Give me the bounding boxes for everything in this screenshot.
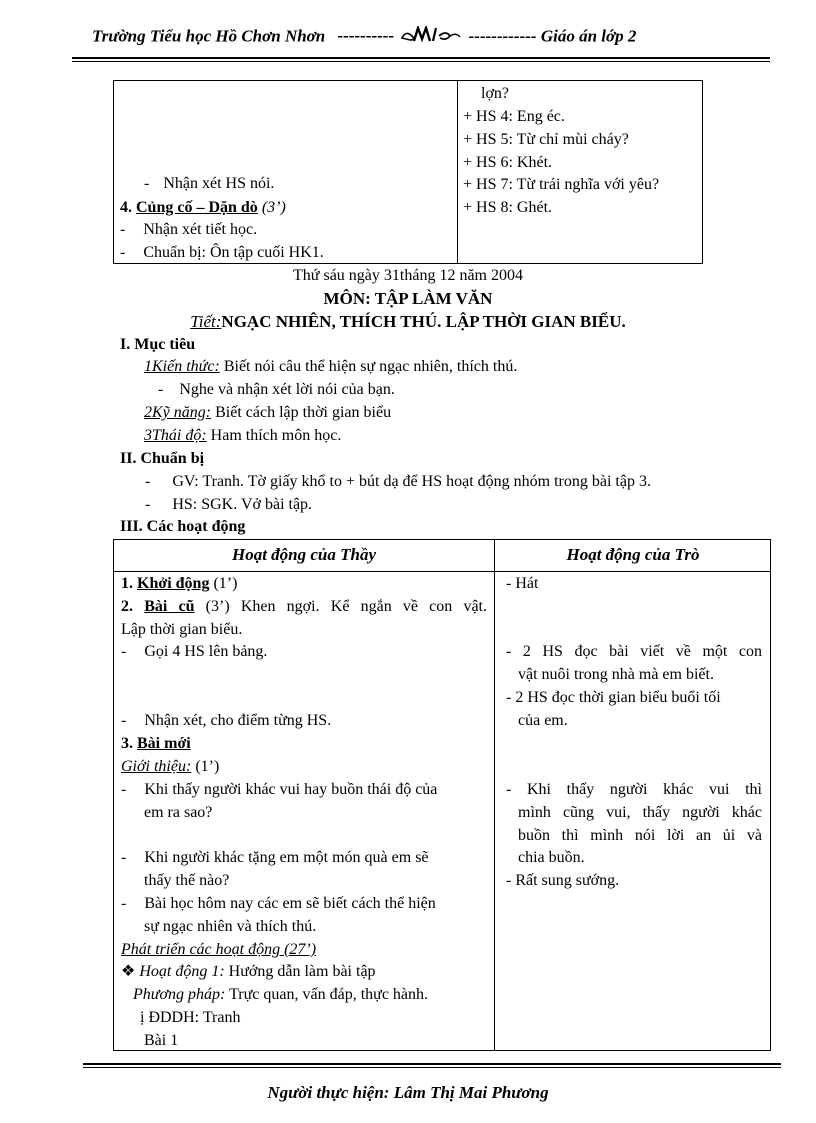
teacher-exercise: Bài 1 — [144, 1032, 179, 1049]
activities-table — [113, 539, 771, 1051]
table-divider — [457, 81, 458, 263]
school-name: Trường Tiểu học Hồ Chơn Nhơn — [92, 26, 326, 46]
prep-gv-line: - GV: Tranh. Tờ giấy khổ to + bút dạ để HS hoạt động nhóm trong bài tập 3. — [145, 473, 651, 490]
lesson-label: Tiết: — [190, 312, 222, 331]
teacher-develop: Phát triển các hoạt động (27’) — [121, 941, 317, 958]
skill-line: 2Kỹ năng: Biết cách lập thời gian biểu — [144, 404, 392, 421]
subject-grade: Giáo án lớp 2 — [540, 26, 637, 46]
attitude-line: 3Thái độ: Ham thích môn học. — [144, 427, 342, 444]
left-line-3: - Nhận xét tiết học. — [120, 221, 258, 238]
left-line-1: - Nhận xét HS nói. — [144, 175, 275, 192]
right-line-6: + HS 8: Ghét. — [463, 199, 553, 216]
teacher-q1: - Khi thấy người khác vui hay buồn thái độ của — [121, 781, 438, 798]
right-line-5: + HS 7: Từ trái nghĩa với yêu? — [463, 176, 660, 193]
teacher-tools: ị ĐDDH: Tranh — [140, 1009, 241, 1026]
student-s1-b: vật nuôi trong nhà mà em biết. — [518, 666, 714, 683]
continuation-table — [113, 80, 703, 264]
teacher-warmup: 1. Khởi động (1’) — [121, 575, 238, 592]
student-s3-b: mình cũng vui, thấy người khác — [518, 804, 762, 821]
header-divider — [114, 571, 770, 572]
footer-rule-thin — [83, 1067, 781, 1068]
teacher-method: Phương pháp: Trực quan, vấn đáp, thực hành. — [133, 986, 429, 1003]
right-line-4: + HS 6: Khét. — [463, 154, 553, 171]
teacher-q3: - Bài học hôm nay các em sẽ biết cách thể hiện — [121, 895, 436, 912]
page-header — [92, 26, 782, 52]
right-line-1: lợn? — [481, 85, 510, 102]
diamond-bullet-icon: ❖ — [121, 963, 136, 980]
header-rule — [72, 57, 770, 59]
teacher-q2: - Khi người khác tặng em một món quà em sẽ — [121, 849, 429, 866]
teacher-new-lesson: 3. Bài mới — [121, 735, 191, 752]
teacher-grade: - Nhận xét, cho điểm từng HS. — [121, 712, 332, 729]
student-s1: - 2 HS đọc bài viết về một con — [506, 643, 762, 660]
teacher-q1-b: em ra sao? — [144, 804, 213, 821]
prep-title: II. Chuẩn bị — [120, 450, 205, 467]
objectives-title: I. Mục tiêu — [120, 336, 196, 353]
right-line-3: + HS 5: Từ chỉ mùi cháy? — [463, 131, 629, 148]
student-sing: - Hát — [506, 575, 539, 592]
lesson-title — [0, 311, 816, 333]
right-line-2: + HS 4: Eng éc. — [463, 108, 565, 125]
knowledge-sub-line: - Nghe và nhận xét lời nói của bạn. — [158, 381, 395, 398]
student-column-header: Hoạt động của Trò — [566, 545, 700, 564]
left-line-2: 4. Củng cố – Dặn dò (3’) — [120, 199, 286, 216]
teacher-intro: Giới thiệu: (1’) — [121, 758, 220, 775]
header-dashes-right: ------------ — [468, 26, 537, 46]
date-line: Thứ sáu ngày 31tháng 12 năm 2004 — [293, 267, 523, 284]
footer-rule — [83, 1063, 781, 1065]
student-s4: - Rất sung sướng. — [506, 872, 620, 889]
header-dashes-left: ---------- — [337, 26, 395, 46]
column-divider — [494, 540, 495, 1050]
student-s2: - 2 HS đọc thời gian biểu buổi tối — [506, 689, 721, 706]
subject-line: MÔN: TẬP LÀM VĂN — [323, 289, 493, 308]
teacher-review: 2. Bài cũ (3’) Khen ngợi. Kể ngắn về con vật. — [121, 598, 488, 615]
prep-hs-line: - HS: SGK. Vở bài tập. — [145, 496, 313, 513]
page-footer: Người thực hiện: Lâm Thị Mai Phương — [267, 1083, 549, 1102]
decorative-logo-icon — [400, 26, 462, 49]
student-s3: - Khi thấy người khác vui thì — [506, 781, 762, 798]
header-rule-thin — [72, 61, 770, 62]
student-s2-b: của em. — [518, 712, 568, 729]
teacher-call: - Gọi 4 HS lên bảng. — [121, 643, 268, 660]
teacher-review-2: Lập thời gian biểu. — [121, 621, 243, 638]
teacher-q2-b: thấy thế nào? — [144, 872, 230, 889]
lesson-name: NGẠC NHIÊN, THÍCH THÚ. LẬP THỜI GIAN BIỂU. — [221, 312, 626, 331]
left-line-4: - Chuẩn bị: Ôn tập cuối HK1. — [120, 244, 324, 261]
teacher-activity-1: ❖ Hoạt động 1: Hướng dẫn làm bài tập — [121, 963, 376, 980]
student-s3-d: chia buồn. — [518, 849, 585, 866]
knowledge-line: 1Kiến thức: Biết nói câu thể hiện sự ngạc nhiên, thích thú. — [144, 358, 518, 375]
teacher-column-header: Hoạt động của Thầy — [231, 545, 377, 564]
activities-title: III. Các hoạt động — [120, 518, 246, 535]
student-s3-c: buồn thì mình nói lời an ủi và — [518, 827, 762, 844]
teacher-q3-b: sự ngạc nhiên và thích thú. — [144, 918, 317, 935]
